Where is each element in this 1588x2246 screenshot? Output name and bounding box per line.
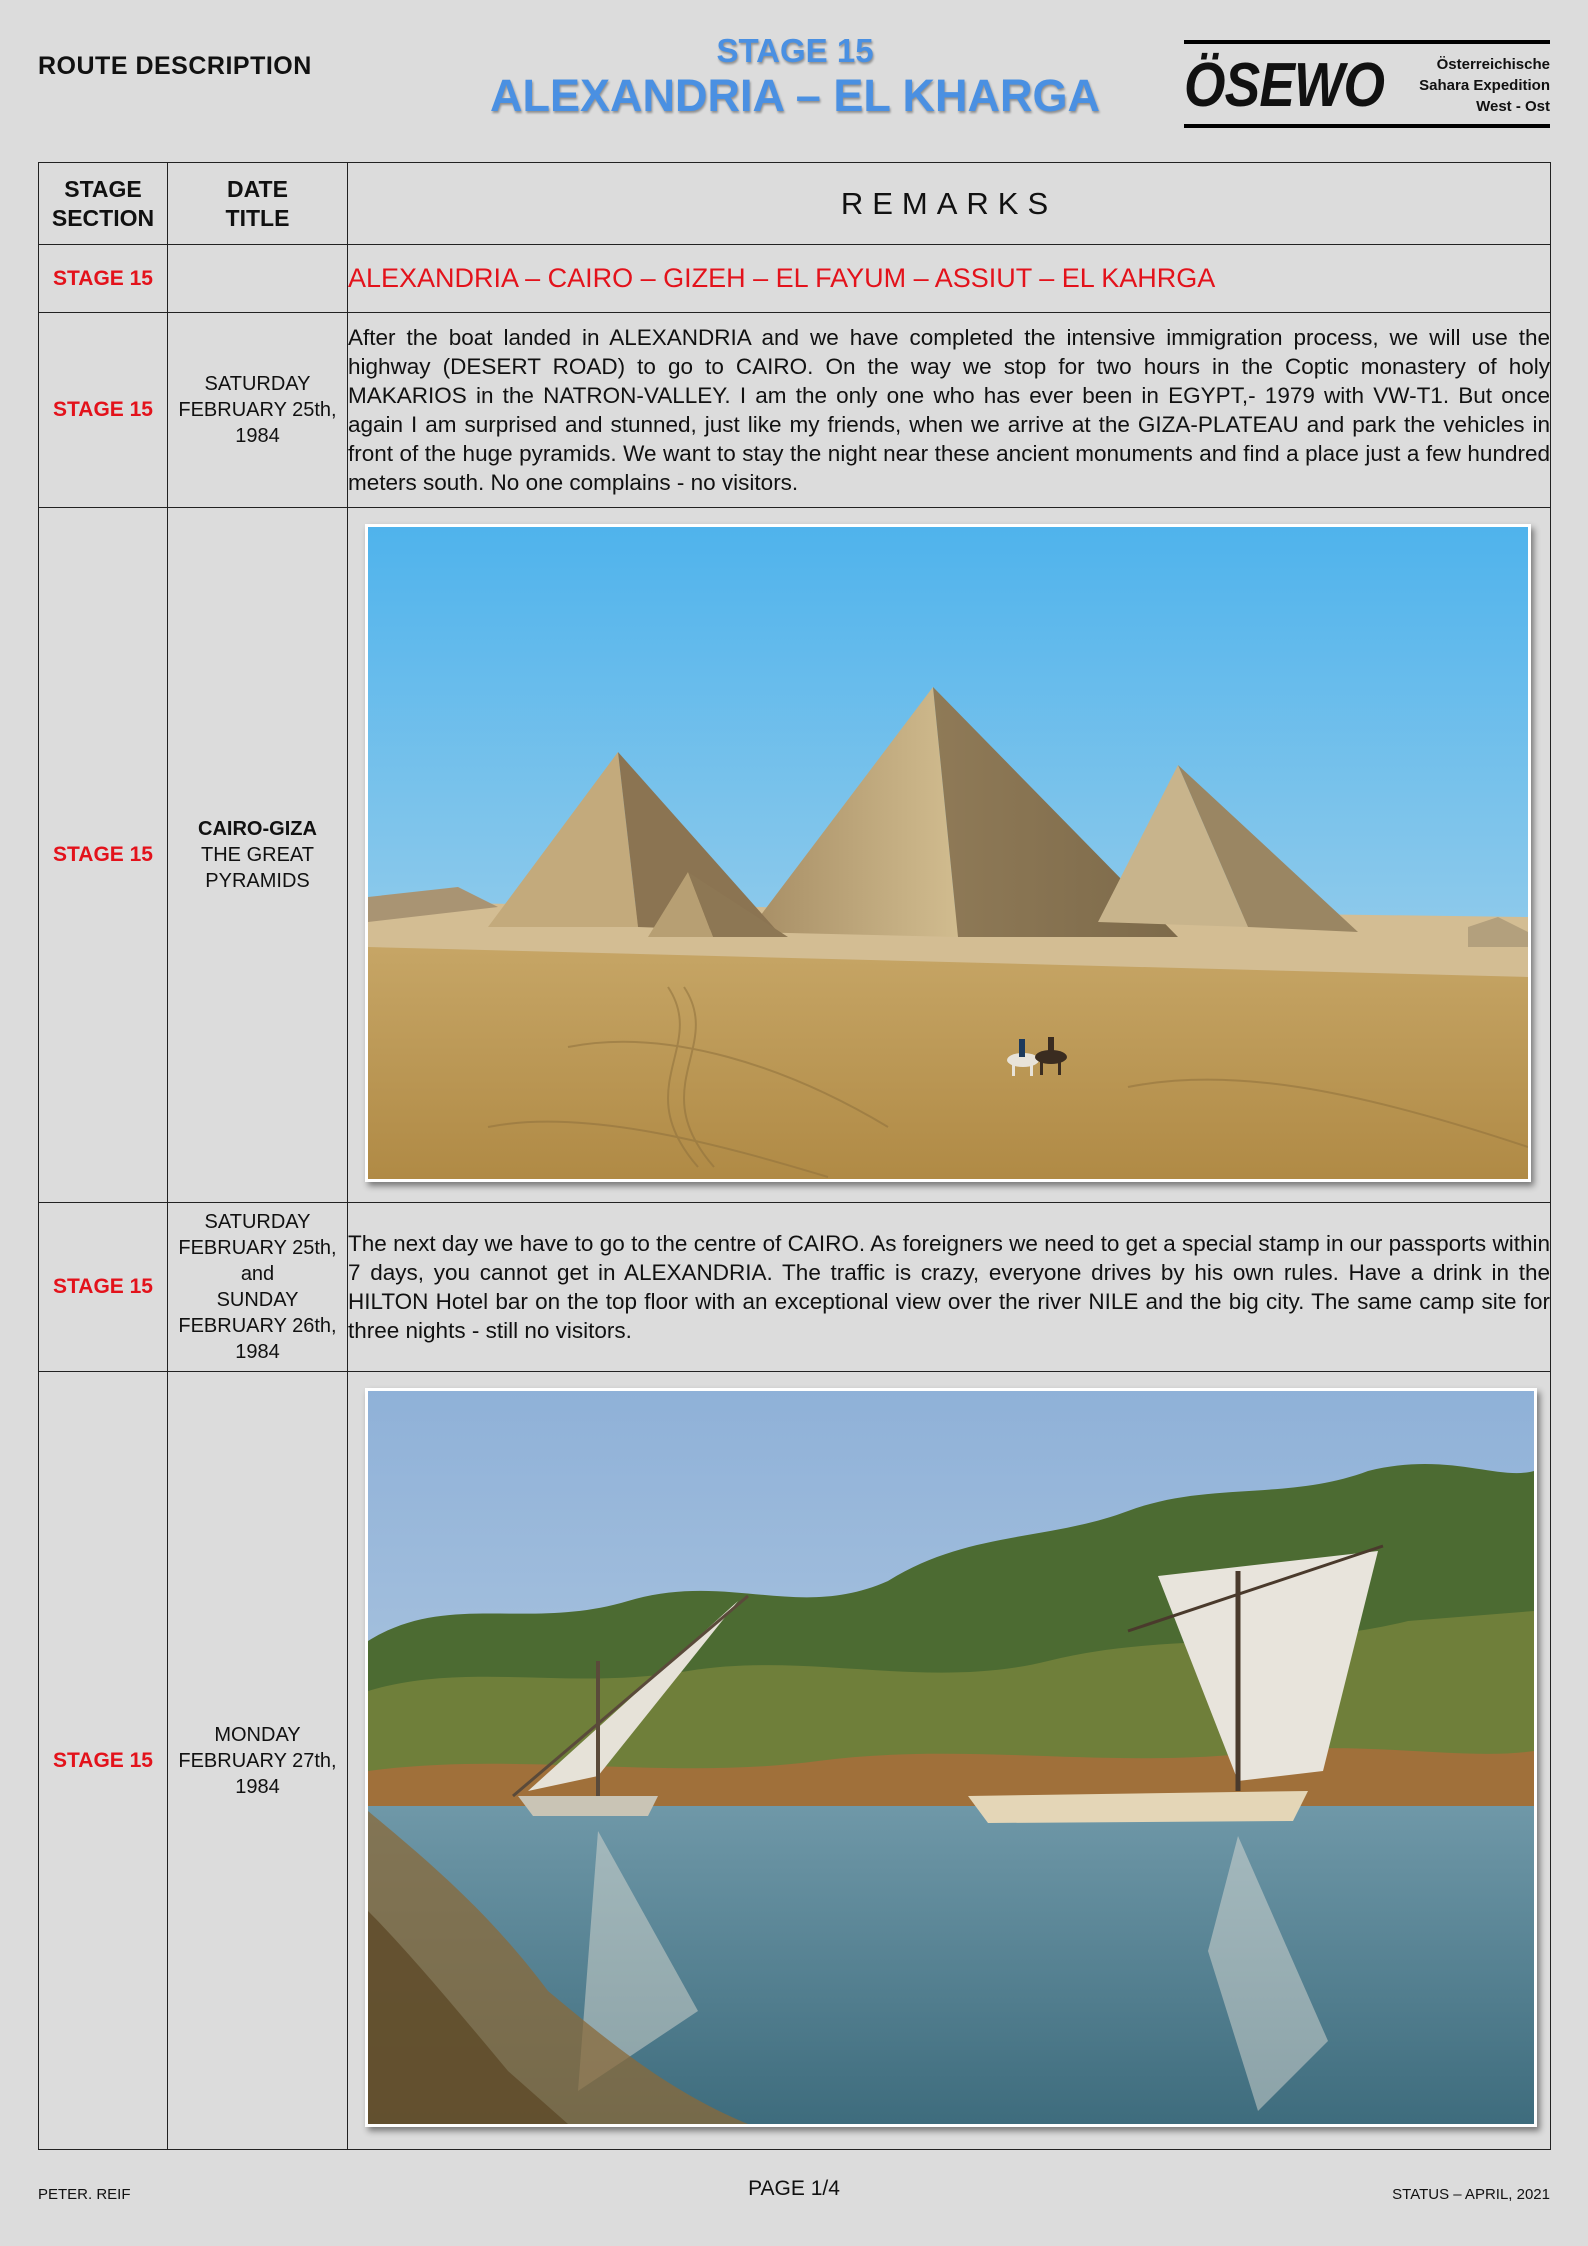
table-header-row	[39, 163, 1551, 245]
remarks-text: After the boat landed in ALEXANDRIA and we have completed the intensive immigration process, we will use the highway (DESERT ROAD) to go to CAIRO. On the way we stop for two hours in the Coptic monastery of holy MAKARIOS in the NATRON-VALLEY. I am the only one who has ever been in EGYPT,- 1979 with VW-T1. But once again I am surprised and stunned, just like my friends, when we arrive at the GIZA-PLATEAU and park the vehicles in front of the huge pyramids. We want to stay the night near these ancient monuments and find a place just a few hundred meters south. No one complains - no visitors.	[348, 313, 1551, 508]
table-row	[39, 1203, 1551, 1372]
route-title: ALEXANDRIA – EL KHARGA	[489, 70, 1101, 121]
photo-cell	[348, 1372, 1551, 2150]
nile-feluccas-photo	[365, 1388, 1537, 2127]
date-cell	[168, 245, 348, 313]
stage-cell: STAGE 15	[39, 313, 168, 508]
stage-number: STAGE 15	[716, 32, 874, 69]
date-cell: MONDAY FEBRUARY 27th, 1984	[168, 1372, 348, 2150]
logo-line: Sahara Expedition	[1419, 77, 1550, 94]
col-header-remarks: REMARKS	[348, 163, 1551, 245]
stage-title	[440, 32, 1150, 122]
page-number: PAGE 1/4	[748, 2177, 840, 2200]
logo-mark: ÖSEWO	[1184, 51, 1385, 120]
osewo-logo	[1184, 40, 1550, 128]
logo-subtitle	[1419, 54, 1550, 117]
stage-cell: STAGE 15	[39, 1372, 168, 2150]
photo-cell	[348, 508, 1551, 1203]
stage-cell: STAGE 15	[39, 1203, 168, 1372]
stage-cell: STAGE 15	[39, 245, 168, 313]
date-cell: SATURDAY FEBRUARY 25th, and SUNDAY FEBRUARY 26th, 1984	[168, 1203, 348, 1372]
logo-line: Österreichische	[1436, 56, 1550, 73]
remarks-text: The next day we have to go to the centre of CAIRO. As foreigners we need to get a special stamp in our passports within 7 days, you cannot get in ALEXANDRIA. The traffic is crazy, everyone drives by his own rules. Have a drink in the HILTON Hotel bar on the top floor with an exceptional view over the river NILE and the big city. The same camp site for three nights - still no visitors.	[348, 1203, 1551, 1372]
status-label: STATUS – APRIL, 2021	[1392, 2186, 1550, 2203]
route-table	[38, 162, 1551, 2150]
table-row	[39, 1372, 1551, 2150]
date-cell: SATURDAY FEBRUARY 25th, 1984	[168, 313, 348, 508]
stage-cell: STAGE 15	[39, 508, 168, 1203]
title-cell: CAIRO-GIZA THE GREAT PYRAMIDS	[168, 508, 348, 1203]
col-header-date-title: DATE TITLE	[168, 163, 348, 245]
logo-line: West - Ost	[1476, 98, 1550, 115]
table-row	[39, 508, 1551, 1203]
route-summary: ALEXANDRIA – CAIRO – GIZEH – EL FAYUM – ASSIUT – EL KAHRGA	[348, 245, 1551, 313]
table-row	[39, 245, 1551, 313]
document-type-label: ROUTE DESCRIPTION	[38, 52, 312, 80]
col-header-stage-section: STAGE SECTION	[39, 163, 168, 245]
table-row	[39, 313, 1551, 508]
pyramids-photo	[365, 524, 1531, 1182]
author-label: PETER. REIF	[38, 2186, 131, 2203]
